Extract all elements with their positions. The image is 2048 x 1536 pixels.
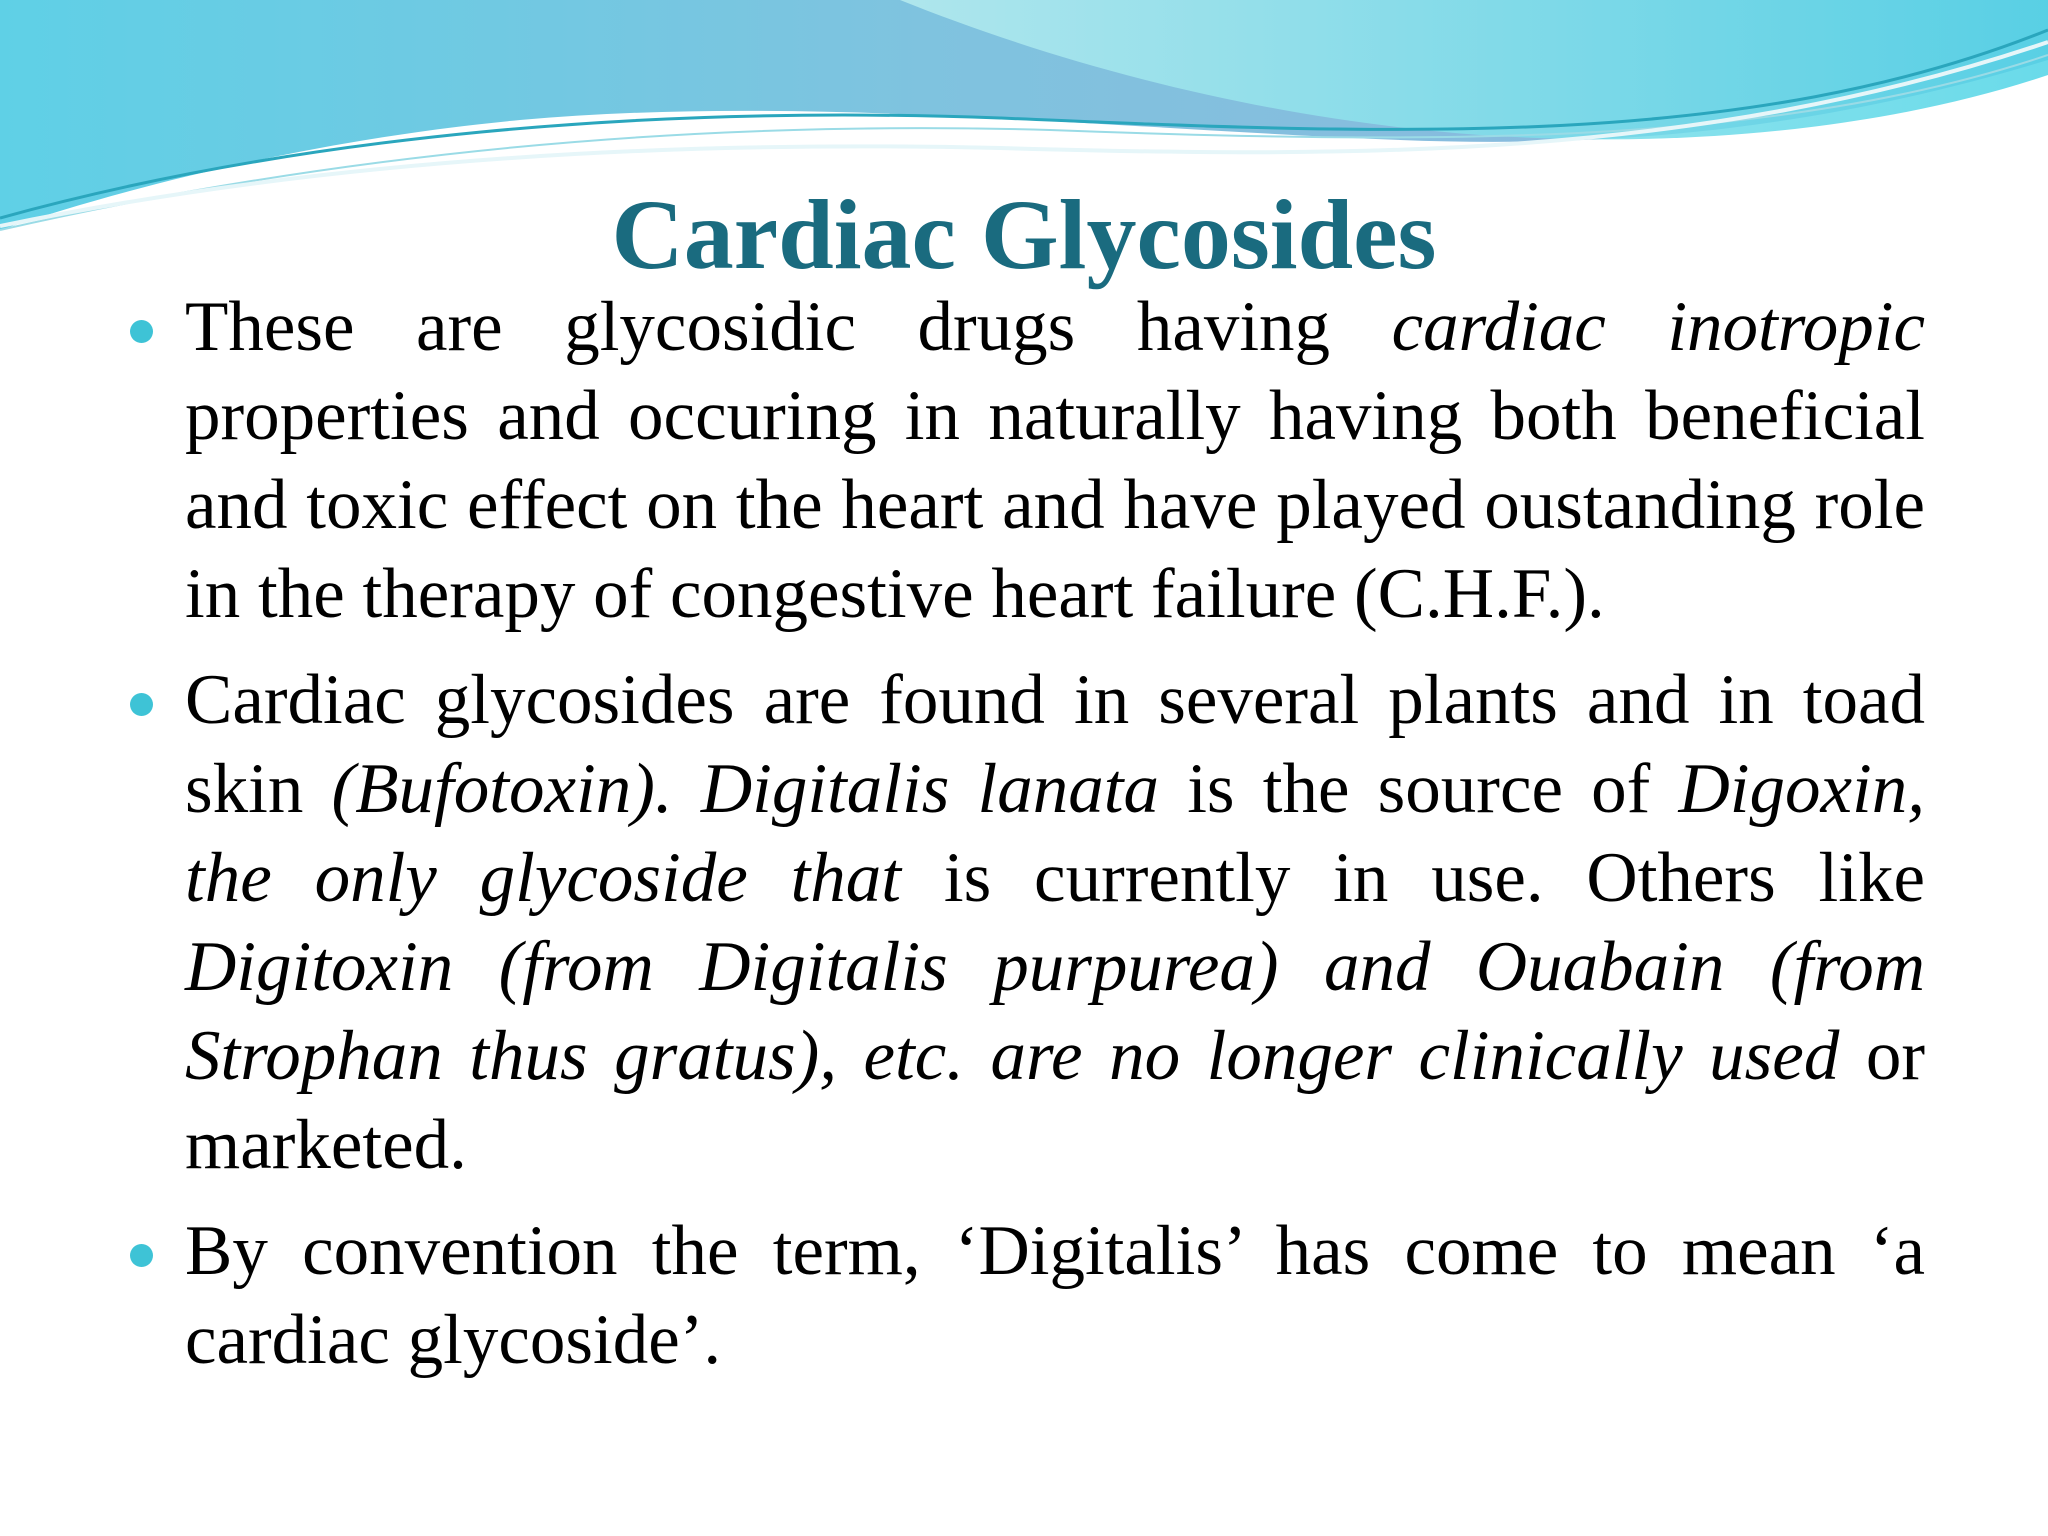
list-item [125, 283, 1925, 639]
bullet-icon [130, 320, 153, 343]
bullet-text-segment: is currently in use. Others like [901, 839, 1925, 917]
bullet-text-segment: is the source of [1159, 750, 1679, 828]
bullet-text-segment: By convention the term, ‘Digitalis’ has come to mean ‘a cardiac glycoside’. [185, 1212, 1925, 1379]
bullet-text-segment: These are glycosidic drugs having [185, 288, 1392, 366]
bullet-icon [130, 693, 153, 716]
bullet-text-segment-italic: Digitoxin (from Digitalis purpurea) and Ouabain (from Strophan thus gratus), etc. are no longer clinically used [185, 928, 1925, 1095]
bullet-text-segment: Cardiac glycosides are found in several plants and in toad skin [185, 661, 1925, 828]
bullet-text-segment: properties and occuring in naturally having both beneficial and toxic effect on the heart and have played oustanding role in the therapy of congestive heart failure (C.H.F.). [185, 377, 1925, 633]
bullet-text-segment-italic: (Bufotoxin). Digitalis lanata [331, 750, 1160, 828]
list-item [125, 656, 1925, 1190]
slide-title: Cardiac Glycosides [611, 179, 1437, 290]
bullet-text-segment-italic: Digoxin, the only glycoside that [185, 750, 1925, 917]
bullet-text-segment: or marketed. [185, 1017, 1925, 1184]
bullet-list [125, 283, 1925, 1402]
list-item [125, 1207, 1925, 1385]
bullet-text-segment-italic: cardiac inotropic [1391, 288, 1926, 366]
bullet-icon [130, 1244, 153, 1267]
